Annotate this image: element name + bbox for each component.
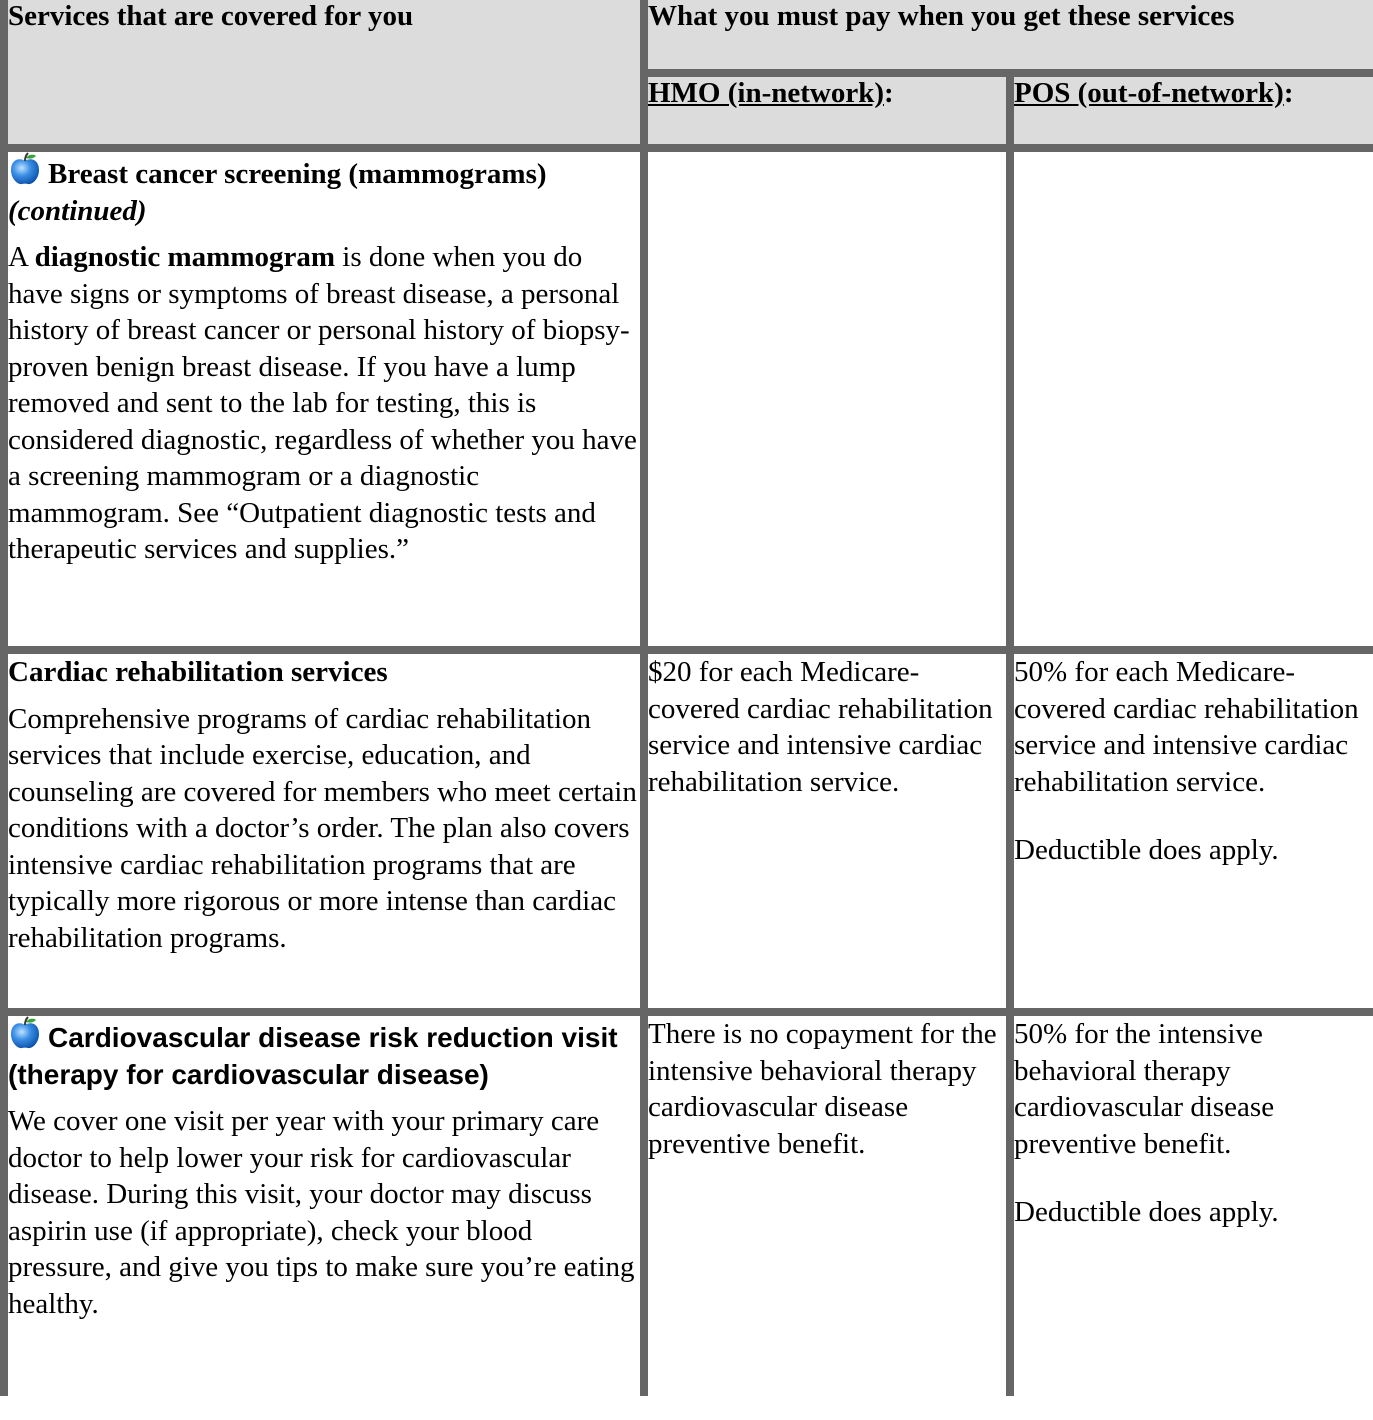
hmo-cost-cell <box>644 650 1010 1012</box>
table-row <box>4 650 1373 1012</box>
service-description: Comprehensive programs of cardiac rehabilitation services that include exercise, education, and counseling are covered for members who meet certain conditions with a doctor’s order. The plan also covers intensive cardiac rehabilitation programs that are typically more rigorous or more intense than cardiac rehabilitation programs. <box>8 702 637 954</box>
pos-cost-text: 50% for each Medicare-covered cardiac rehabilitation service and intensive cardiac rehabilitation service. <box>1014 656 1359 798</box>
covered-services-header: Services that are covered for you <box>4 0 644 148</box>
service-cell <box>4 148 644 650</box>
pos-deductible-text: Deductible does apply. <box>1014 1196 1279 1228</box>
service-description-rest: is done when you do have signs or symptoms of breast disease, a personal history of breast cancer or personal history of biopsy-proven benign breast disease. If you have a lump removed and sent to the lab for testing, this is considered diagnostic, regardless of whether you have a screening mammogram or a diagnostic mammogram. See “Outpatient diagnostic tests and therapeutic services and supplies.” <box>8 241 637 565</box>
table-row <box>4 148 1373 650</box>
apple-icon <box>8 1016 42 1050</box>
hmo-cost-cell <box>644 148 1010 650</box>
service-cell <box>4 1012 644 1396</box>
service-cell <box>4 650 644 1012</box>
hmo-header <box>644 73 1010 148</box>
header-row-top <box>4 0 1373 73</box>
service-description-bold: diagnostic mammogram <box>34 241 336 273</box>
apple-icon <box>8 152 42 186</box>
service-description: We cover one visit per year with your primary care doctor to help lower your risk for cardiovascular disease. During this visit, your doctor may discuss aspirin use (if appropriate), check your blood pressure, and give you tips to make sure you’re eating healthy. <box>8 1105 635 1320</box>
service-title-suffix: (continued) <box>8 194 147 227</box>
hmo-cost-cell <box>644 1012 1010 1396</box>
hmo-cost-text: There is no copayment for the intensive behavioral therapy cardiovascular disease preventive benefit. <box>648 1018 997 1160</box>
service-title <box>8 152 640 229</box>
pos-deductible-text: Deductible does apply. <box>1014 834 1279 866</box>
table-row <box>4 1012 1373 1396</box>
service-description <box>8 239 640 568</box>
pos-cost-cell <box>1010 148 1373 650</box>
pos-cost-cell <box>1010 650 1373 1012</box>
service-title-text: Breast cancer screening (mammograms) <box>48 158 547 190</box>
pos-header-label: POS (out-of-network) <box>1014 76 1284 109</box>
pos-header <box>1010 73 1373 148</box>
service-title-text: Cardiovascular disease risk reduction visit (therapy for cardiovascular disease) <box>8 1022 618 1090</box>
service-title: Cardiac rehabilitation services <box>8 656 388 688</box>
hmo-cost-text: $20 for each Medicare-covered cardiac rehabilitation service and intensive cardiac rehabilitation service. <box>648 656 993 798</box>
hmo-header-label: HMO (in-network) <box>648 76 884 109</box>
pos-cost-cell <box>1010 1012 1373 1396</box>
service-description-lead: A <box>8 241 35 273</box>
pos-cost-text: 50% for the intensive behavioral therapy cardiovascular disease preventive benefit. <box>1014 1018 1275 1160</box>
service-title <box>8 1016 640 1093</box>
pos-header-colon: : <box>1283 76 1294 109</box>
payment-header: What you must pay when you get these services <box>644 0 1373 73</box>
hmo-header-colon: : <box>884 76 894 109</box>
